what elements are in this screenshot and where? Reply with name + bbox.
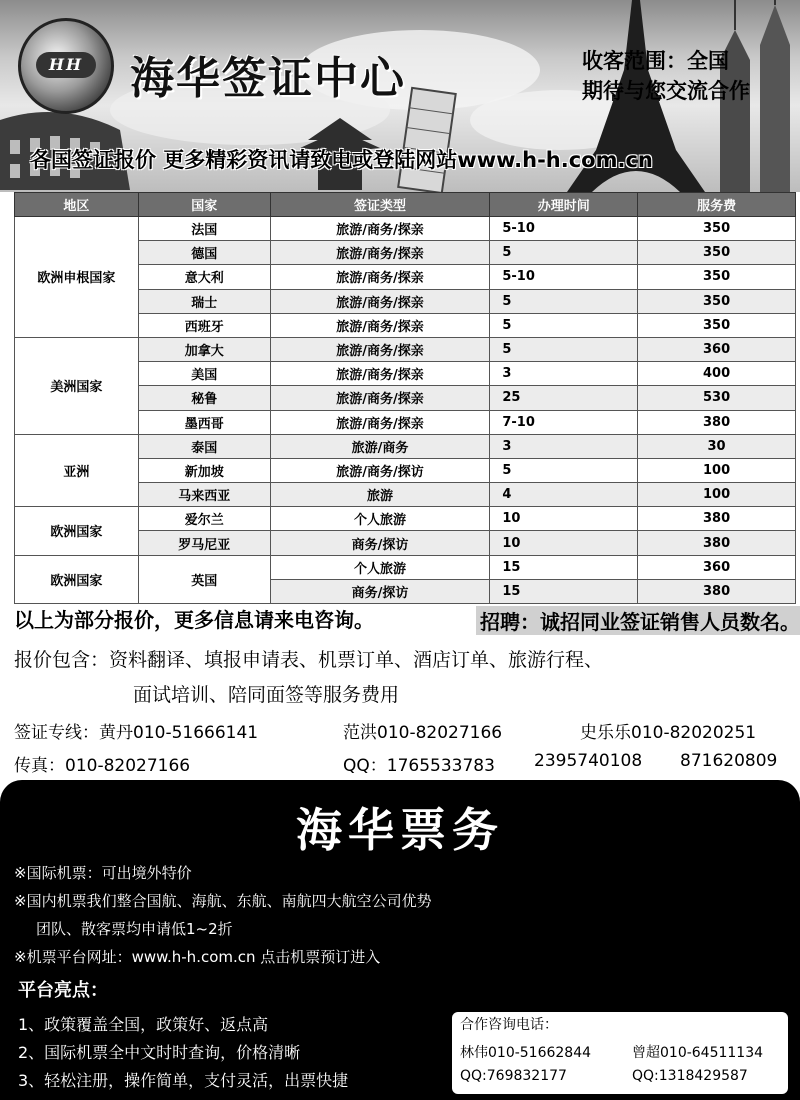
table-row — [15, 555, 796, 579]
visa-type-cell: 旅游 — [270, 483, 490, 507]
time-cell: 5 — [490, 289, 638, 313]
visa-type-cell: 个人旅游 — [270, 507, 490, 531]
header-processing-time: 办理时间 — [490, 193, 638, 217]
table-row — [15, 217, 796, 241]
visa-type-cell: 商务/探访 — [270, 531, 490, 555]
phone-shi: 史乐乐010-82020251 — [580, 723, 757, 743]
ticket-line-2: ※国内机票我们整合国航、海航、东航、南航四大航空公司优势 — [14, 892, 432, 910]
fee-cell: 380 — [638, 410, 796, 434]
country-cell: 德国 — [138, 241, 270, 265]
fee-cell: 350 — [638, 241, 796, 265]
visa-type-cell: 旅游/商务/探亲 — [270, 265, 490, 289]
includes-line-2: 面试培训、陪同面签等服务费用 — [133, 684, 400, 706]
visa-hotline: 签证专线：黄丹010-51666141 — [14, 723, 259, 743]
visa-type-cell: 个人旅游 — [270, 555, 490, 579]
region-cell: 欧洲国家 — [15, 555, 139, 603]
recruit-note: 招聘：诚招同业签证销售人员数名。 — [476, 606, 800, 635]
time-cell: 5-10 — [490, 265, 638, 289]
time-cell: 5 — [490, 241, 638, 265]
time-cell: 7-10 — [490, 410, 638, 434]
banner — [0, 0, 800, 192]
time-cell: 4 — [490, 483, 638, 507]
table-row — [15, 434, 796, 458]
highlights-title: 平台亮点： — [18, 980, 108, 1001]
region-cell: 美洲国家 — [15, 337, 139, 434]
country-cell: 爱尔兰 — [138, 507, 270, 531]
headline: 各国签证报价 更多精彩资讯请致电或登陆网站www.h-h.com.cn — [30, 148, 653, 172]
country-cell: 加拿大 — [138, 337, 270, 361]
region-cell: 亚洲 — [15, 434, 139, 507]
table-row — [15, 507, 796, 531]
visa-type-cell: 旅游/商务/探亲 — [270, 241, 490, 265]
scope-line-2: 期待与您交流合作 — [582, 79, 750, 103]
visa-type-cell: 旅游/商务/探亲 — [270, 386, 490, 410]
scope-box — [582, 46, 750, 106]
time-cell: 10 — [490, 531, 638, 555]
header-visa-type: 签证类型 — [270, 193, 490, 217]
coop-phone-zeng: 曾超010-64511134 — [632, 1045, 764, 1061]
fee-cell: 360 — [638, 337, 796, 361]
region-cell: 欧洲申根国家 — [15, 217, 139, 338]
fee-cell: 30 — [638, 434, 796, 458]
table-header-row — [15, 193, 796, 217]
country-cell: 英国 — [138, 555, 270, 603]
visa-type-cell: 旅游/商务 — [270, 434, 490, 458]
time-cell: 5 — [490, 337, 638, 361]
scope-line-1: 收客范围：全国 — [582, 49, 729, 73]
fee-cell: 350 — [638, 217, 796, 241]
ticket-title: 海华票务 — [296, 803, 504, 857]
fee-cell: 100 — [638, 483, 796, 507]
table-row — [15, 337, 796, 361]
visa-type-cell: 旅游/商务/探亲 — [270, 289, 490, 313]
ticket-line-3: 团队、散客票均申请低1~2折 — [36, 920, 233, 938]
country-cell: 罗马尼亚 — [138, 531, 270, 555]
fee-cell: 400 — [638, 362, 796, 386]
fee-cell: 100 — [638, 458, 796, 482]
phone-fan: 范洪010-82027166 — [343, 723, 503, 743]
header-service-fee: 服务费 — [638, 193, 796, 217]
country-cell: 泰国 — [138, 434, 270, 458]
visa-type-cell: 旅游/商务/探亲 — [270, 217, 490, 241]
time-cell: 5 — [490, 458, 638, 482]
coop-qq-lin: QQ:769832177 — [460, 1068, 567, 1084]
fee-cell: 350 — [638, 313, 796, 337]
fee-cell: 380 — [638, 531, 796, 555]
country-cell: 新加坡 — [138, 458, 270, 482]
visa-type-cell: 旅游/商务/探访 — [270, 458, 490, 482]
country-cell: 秘鲁 — [138, 386, 270, 410]
visa-type-cell: 商务/探访 — [270, 579, 490, 603]
highlight-item: 3、轻松注册，操作简单，支付灵活，出票快捷 — [18, 1071, 349, 1090]
time-cell: 10 — [490, 507, 638, 531]
country-cell: 瑞士 — [138, 289, 270, 313]
partial-quote-note: 以上为部分报价，更多信息请来电咨询。 — [14, 608, 374, 632]
includes-line-1: 报价包含：资料翻译、填报申请表、机票订单、酒店订单、旅游行程、 — [14, 649, 604, 671]
brand-name: 海华签证中心 — [130, 53, 406, 104]
country-cell: 墨西哥 — [138, 410, 270, 434]
cooperation-contact-box — [452, 1012, 788, 1094]
visa-type-cell: 旅游/商务/探亲 — [270, 362, 490, 386]
country-cell: 西班牙 — [138, 313, 270, 337]
visa-type-cell: 旅游/商务/探亲 — [270, 337, 490, 361]
country-cell: 意大利 — [138, 265, 270, 289]
fee-cell: 350 — [638, 289, 796, 313]
country-cell: 马来西亚 — [138, 483, 270, 507]
country-cell: 美国 — [138, 362, 270, 386]
header-region: 地区 — [15, 193, 139, 217]
coop-qq-zeng: QQ:1318429587 — [632, 1068, 748, 1084]
visa-type-cell: 旅游/商务/探亲 — [270, 313, 490, 337]
fee-cell: 360 — [638, 555, 796, 579]
ticket-line-1: ※国际机票：可出境外特价 — [14, 864, 192, 882]
region-cell: 欧洲国家 — [15, 507, 139, 555]
ticket-line-4: ※机票平台网址：www.h-h.com.cn 点击机票预订进入 — [14, 948, 381, 966]
highlight-item: 2、国际机票全中文时时查询，价格清晰 — [18, 1043, 301, 1062]
logo-text: HH — [36, 52, 96, 78]
fee-cell: 380 — [638, 579, 796, 603]
coop-title: 合作咨询电话： — [460, 1017, 558, 1033]
qq-2: 2395740108 — [534, 751, 643, 771]
coop-phone-lin: 林伟010-51662844 — [460, 1045, 592, 1061]
time-cell: 5-10 — [490, 217, 638, 241]
ticket-section — [0, 780, 800, 1100]
time-cell: 5 — [490, 313, 638, 337]
fee-cell: 530 — [638, 386, 796, 410]
fee-cell: 380 — [638, 507, 796, 531]
header-country: 国家 — [138, 193, 270, 217]
visa-type-cell: 旅游/商务/探亲 — [270, 410, 490, 434]
qq-1: QQ：1765533783 — [343, 756, 495, 776]
fee-cell: 350 — [638, 265, 796, 289]
highlight-item: 1、政策覆盖全国，政策好、返点高 — [18, 1015, 269, 1034]
qq-3: 871620809 — [680, 751, 778, 771]
fax-number: 传真：010-82027166 — [14, 756, 191, 776]
time-cell: 15 — [490, 579, 638, 603]
time-cell: 3 — [490, 362, 638, 386]
country-cell: 法国 — [138, 217, 270, 241]
visa-price-table — [14, 192, 796, 604]
time-cell: 15 — [490, 555, 638, 579]
time-cell: 25 — [490, 386, 638, 410]
time-cell: 3 — [490, 434, 638, 458]
